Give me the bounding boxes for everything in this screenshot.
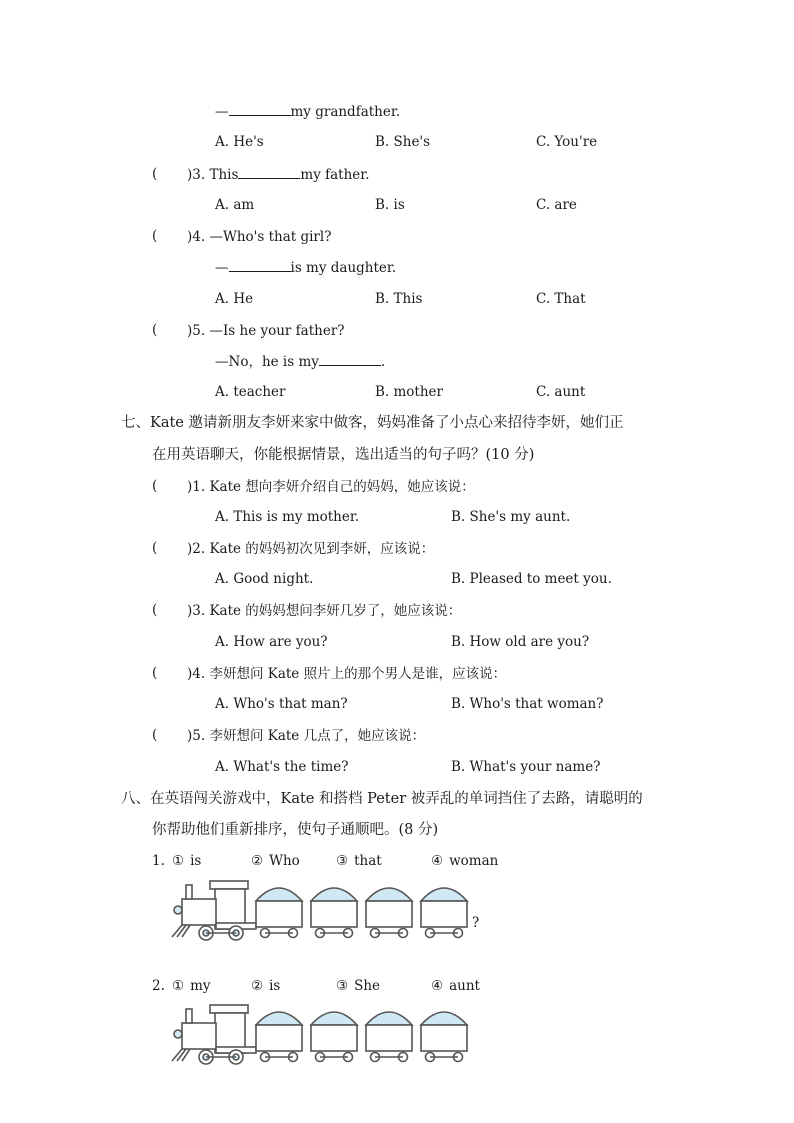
scrambled-word: my [190, 978, 211, 994]
question-text: —Is he your father? [209, 323, 345, 339]
question-text: 李妍想问 Kate 几点了，她应该说： [209, 728, 426, 744]
circled-number: ② [251, 853, 264, 869]
sentence-text: . [380, 354, 386, 370]
q4-answer-line [215, 259, 396, 277]
answer-paren-open[interactable]: ( [152, 166, 158, 182]
question-number: )4. [187, 229, 206, 245]
q5-line [187, 322, 345, 340]
s8-item1-word3 [336, 852, 382, 870]
train-car-2[interactable] [311, 888, 357, 938]
scrambled-word: is [190, 853, 202, 869]
train-illustration-2 [168, 1001, 488, 1069]
q5-option-b: B. mother [375, 384, 443, 400]
question-number: )1. [187, 479, 206, 495]
answer-paren-open[interactable]: ( [152, 322, 158, 338]
scrambled-word: She [354, 978, 381, 994]
s7-q3-option-a: A. How are you? [215, 634, 328, 650]
train-car-1[interactable] [256, 888, 302, 938]
section8-heading-line1: 八、在英语闯关游戏中，Kate 和搭档 Peter 被弄乱的单词挡住了去路，请聪明的 [121, 791, 643, 807]
s8-item2-word1 [172, 977, 211, 995]
q3-option-b: B. is [375, 197, 405, 213]
s7-q1-line [187, 478, 475, 496]
answer-paren-open[interactable]: ( [152, 665, 158, 681]
locomotive-icon [172, 1005, 256, 1064]
question-number: )5. [187, 323, 206, 339]
locomotive-icon [172, 881, 256, 940]
q4-option-b: B. This [375, 291, 423, 307]
question-number: )3. [187, 167, 206, 183]
q5-option-a: A. teacher [215, 384, 286, 400]
scrambled-word: woman [449, 853, 499, 869]
s7-q2-line [187, 540, 434, 558]
circled-number: ② [251, 978, 264, 994]
answer-paren-open[interactable]: ( [152, 727, 158, 743]
q2-option-a: A. He's [215, 134, 264, 150]
question-text: 李妍想问 Kate 照片上的那个男人是谁，应该说： [209, 666, 507, 682]
s8-item1-number: 1. [152, 853, 165, 869]
circled-number: ④ [431, 853, 444, 869]
s7-q5-line [187, 727, 425, 745]
s7-q1-option-a: A. This is my mother. [215, 509, 360, 525]
answer-blank[interactable] [319, 353, 381, 366]
circled-number: ③ [336, 853, 349, 869]
s8-item1-end-mark: ? [472, 915, 480, 931]
answer-paren-open[interactable]: ( [152, 540, 158, 556]
s8-item2-word4 [431, 977, 480, 995]
answer-paren-open[interactable]: ( [152, 602, 158, 618]
question-text: Kate 的妈妈想问李妍几岁了，她应该说： [209, 603, 462, 619]
s8-item1-word2 [251, 852, 300, 870]
train-car-3[interactable] [366, 1012, 412, 1062]
question-number: )2. [187, 541, 206, 557]
sentence-text: my father. [300, 167, 370, 183]
s7-q4-option-b: B. Who's that woman? [451, 696, 604, 712]
s8-item1-word1 [172, 852, 201, 870]
s7-q2-option-a: A. Good night. [215, 571, 314, 587]
q4-line [187, 228, 331, 246]
q4-option-a: A. He [215, 291, 254, 307]
train-cars [256, 1012, 467, 1062]
circled-number: ① [172, 853, 185, 869]
s7-q3-option-b: B. How old are you? [451, 634, 590, 650]
question-text: Kate 想向李妍介绍自己的妈妈，她应该说： [209, 479, 475, 495]
s7-q5-option-a: A. What's the time? [215, 759, 349, 775]
section7-heading-line2: 在用英语聊天，你能根据情景，选出适当的句子吗？(10 分) [152, 447, 535, 463]
scrambled-word: that [354, 853, 382, 869]
dash: — [215, 104, 229, 120]
train-car-4[interactable] [421, 1012, 467, 1062]
circled-number: ③ [336, 978, 349, 994]
train-illustration-1 [168, 877, 488, 945]
s8-item2-word2 [251, 977, 280, 995]
s7-q4-line [187, 665, 506, 683]
s8-item2-word3 [336, 977, 380, 995]
train-cars [256, 888, 467, 938]
circled-number: ④ [431, 978, 444, 994]
train-car-4[interactable] [421, 888, 467, 938]
answer-blank[interactable] [238, 166, 300, 179]
sentence-text: is my daughter. [290, 260, 397, 276]
answer-paren-open[interactable]: ( [152, 228, 158, 244]
sentence-text: my grandfather. [290, 104, 401, 120]
s7-q1-option-b: B. She's my aunt. [451, 509, 571, 525]
q4-option-c: C. That [536, 291, 586, 307]
question-text: —Who's that girl? [209, 229, 332, 245]
s7-q3-line [187, 602, 461, 620]
sentence-text: —No，he is my [215, 354, 319, 370]
q3-option-c: C. are [536, 197, 577, 213]
train-car-2[interactable] [311, 1012, 357, 1062]
q5-option-c: C. aunt [536, 384, 586, 400]
question-number: )3. [187, 603, 206, 619]
q2-option-c: C. You're [536, 134, 598, 150]
q2-answer-line [215, 103, 400, 121]
sentence-text: This [209, 167, 239, 183]
q3-line [187, 166, 370, 184]
circled-number: ① [172, 978, 185, 994]
section8-heading-line2: 你帮助他们重新排序，使句子通顺吧。(8 分) [152, 822, 439, 838]
scrambled-word: aunt [449, 978, 480, 994]
dash: — [215, 260, 229, 276]
question-number: )4. [187, 666, 206, 682]
scrambled-word: Who [269, 853, 300, 869]
question-number: )5. [187, 728, 206, 744]
section7-heading-line1: 七、Kate 邀请新朋友李妍来家中做客，妈妈准备了小点心来招待李妍，她们正 [121, 415, 624, 431]
s7-q2-option-b: B. Pleased to meet you. [451, 571, 612, 587]
s7-q5-option-b: B. What's your name? [451, 759, 601, 775]
s7-q4-option-a: A. Who's that man? [215, 696, 348, 712]
q2-option-b: B. She's [375, 134, 431, 150]
train-car-1[interactable] [256, 1012, 302, 1062]
scrambled-word: is [269, 978, 281, 994]
train-car-3[interactable] [366, 888, 412, 938]
s8-item2-number: 2. [152, 978, 165, 994]
q5-answer-line [215, 353, 385, 371]
answer-paren-open[interactable]: ( [152, 478, 158, 494]
s8-item1-word4 [431, 852, 498, 870]
answer-blank[interactable] [229, 259, 291, 272]
answer-blank[interactable] [229, 103, 291, 116]
q3-option-a: A. am [215, 197, 255, 213]
question-text: Kate 的妈妈初次见到李妍，应该说： [209, 541, 435, 557]
